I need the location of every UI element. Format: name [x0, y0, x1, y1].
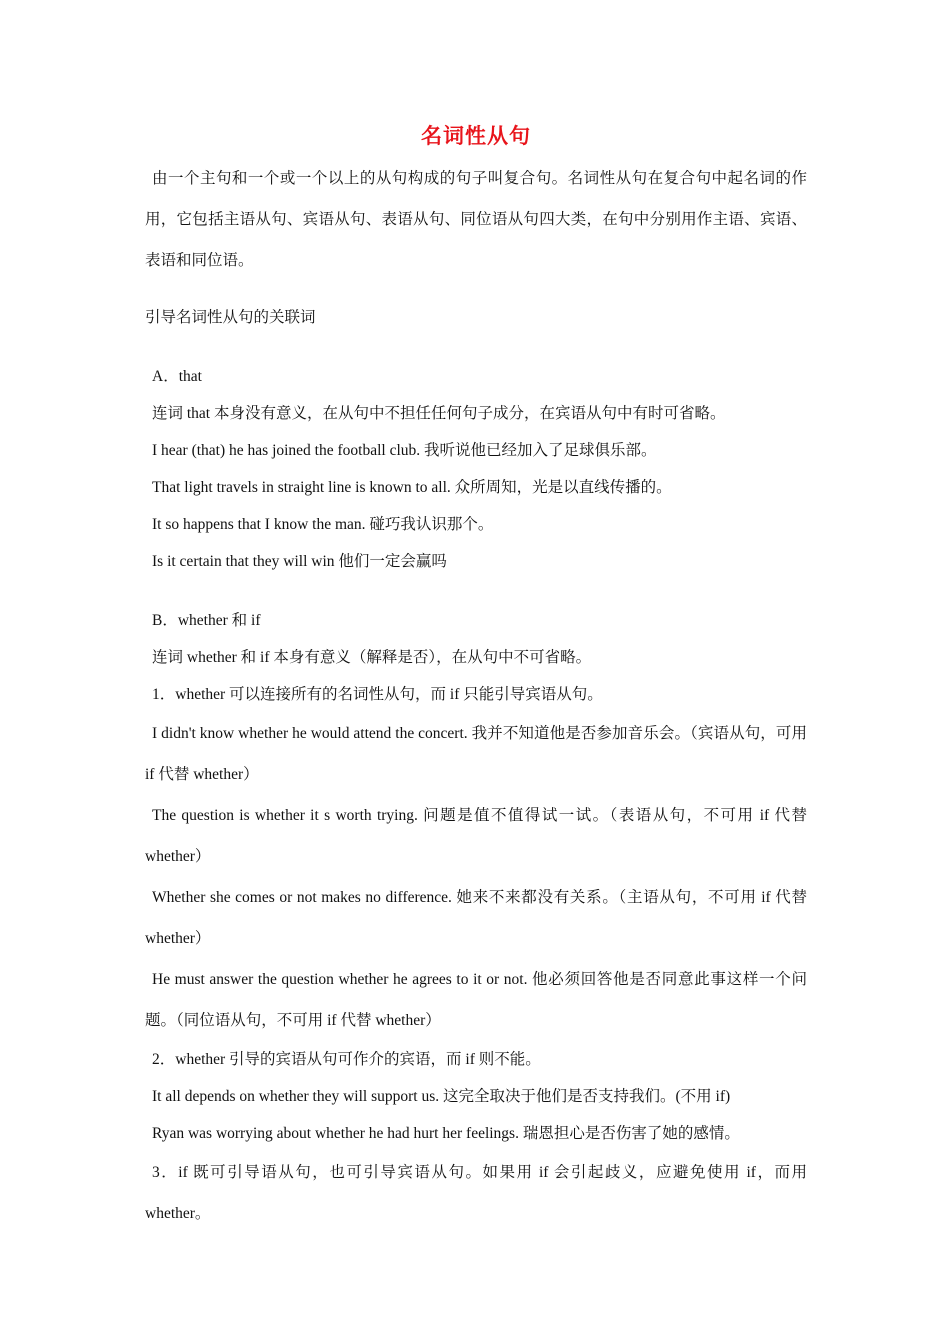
example-sentence: It all depends on whether they will support us. 这完全取决于他们是否支持我们。(不用 if)	[152, 1088, 731, 1105]
example-sentence: I hear (that) he has joined the football club. 我听说他已经加入了足球俱乐部。	[152, 442, 657, 459]
example-sentence: Is it certain that they will win 他们一定会赢吗	[152, 553, 447, 570]
document-page	[145, 118, 807, 1234]
intro-paragraph: 由一个主句和一个或一个以上的从句构成的句子叫复合句。名词性从句在复合句中起名词的作用，它包括主语从句、宾语从句、表语从句、同位语从句四大类，在句中分别用作主语、宾语、表语和同位语。	[145, 170, 807, 269]
example-sentence: It so happens that I know the man. 碰巧我认识那个。	[152, 516, 494, 533]
example-sentence: That light travels in straight line is known to all. 众所周知，光是以直线传播的。	[152, 479, 672, 496]
section-a-label: A．that	[152, 368, 202, 385]
example-sentence: He must answer the question whether he agrees to it or not. 他必须回答他是否同意此事这样一个问题。（同位语从句，不可用 if 代替 whether）	[145, 971, 807, 1029]
example-sentence: The question is whether it s worth trying. 问题是值不值得试一试。（表语从句，不可用 if 代替 whether）	[145, 807, 807, 865]
rule-point-2: 2．whether 引导的宾语从句可作介的宾语，而 if 则不能。	[152, 1051, 541, 1068]
section-b-description: 连词 whether 和 if 本身有意义（解释是否），在从句中不可省略。	[152, 649, 592, 666]
spacer	[145, 281, 807, 299]
document-title: 名词性从句	[421, 124, 531, 148]
rule-point-1: 1．whether 可以连接所有的名词性从句，而 if 只能引导宾语从句。	[152, 686, 603, 703]
example-sentence: I didn't know whether he would attend the concert. 我并不知道他是否参加音乐会。（宾语从句，可用 if 代替 whether）	[145, 725, 807, 783]
section-b-label: B．whether 和 if	[152, 612, 261, 629]
example-sentence: Ryan was worrying about whether he had hurt her feelings. 瑞恩担心是否伤害了她的感情。	[152, 1125, 740, 1142]
spacer	[145, 336, 807, 358]
example-sentence: Whether she comes or not makes no difference. 她来不来都没有关系。（主语从句，不可用 if 代替 whether）	[145, 889, 807, 947]
rule-point-3: 3．if 既可引导语从句，也可引导宾语从句。如果用 if 会引起歧义，应避免使用 if，而用 whether。	[145, 1164, 807, 1222]
spacer	[145, 580, 807, 602]
section-a-description: 连词 that 本身没有意义，在从句中不担任任何句子成分，在宾语从句中有时可省略。	[152, 405, 726, 422]
section-heading: 引导名词性从句的关联词	[145, 309, 316, 326]
